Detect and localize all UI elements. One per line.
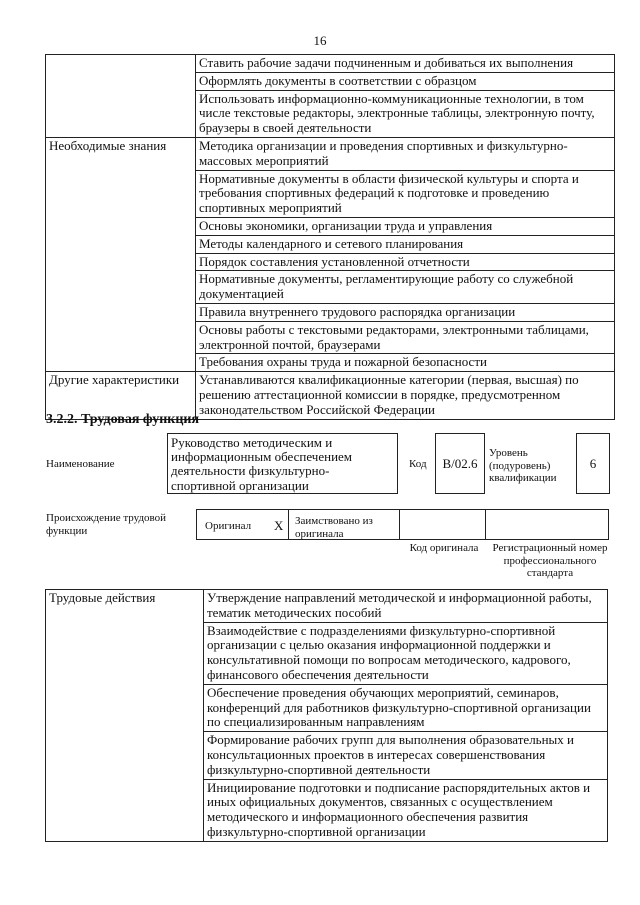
level-label: Уровень (подуровень) квалификации — [489, 447, 557, 484]
table-cell: Обеспечение проведения обучающих мероприятий, семинаров, конференций для работников физкультурно-спортивной организации по специализированным направлениям — [204, 684, 608, 731]
table-cell: Утверждение направлений методической и информационной работы, тематик методических пособий — [204, 590, 608, 623]
code-label: Код — [409, 458, 427, 470]
table-cell: Ставить рабочие задачи подчиненным и добиваться их выполнения — [196, 55, 615, 73]
table-cell: Методы календарного и сетевого планирования — [196, 235, 615, 253]
origin-label: Происхождение трудовой функции — [46, 512, 167, 537]
reg-number-cell — [485, 509, 609, 540]
page-number: 16 — [313, 33, 327, 48]
original-label: Оригинал — [205, 520, 252, 532]
table-cell: Оформлять документы в соответствии с образцом — [196, 72, 615, 90]
table-cell: Нормативные документы в области физической культуры и спорта и требования спортивных федераций к подготовке и проведению спортивных мероприятий — [196, 170, 615, 217]
table-cell: Требования охраны труда и пожарной безопасности — [196, 354, 615, 372]
skills-knowledge-table — [45, 54, 615, 420]
code-original-label: Код оригинала — [409, 542, 479, 554]
table-row — [46, 590, 608, 623]
name-label: Наименование — [46, 458, 115, 470]
table-cell: Взаимодействие с подразделениями физкультурно-спортивной организации с целью оказания информационной поддержки и консультативной помощи по вопросам методического, кадрового, финансового обеспечения деятельности — [204, 622, 608, 684]
table-row — [46, 55, 615, 73]
table-cell: Основы экономики, организации труда и управления — [196, 217, 615, 235]
reg-number-label: Регистрационный номер профессионального стандарта — [492, 542, 608, 579]
table-cell: Порядок составления установленной отчетности — [196, 253, 615, 271]
table-row — [46, 137, 615, 170]
table-cell: Основы работы с текстовыми редакторами, электронными таблицами, электронной почтой, браузерами — [196, 321, 615, 354]
table-cell: Правила внутреннего трудового распорядка организации — [196, 303, 615, 321]
table-cell: Методика организации и проведения спортивных и физкультурно-массовых мероприятий — [196, 137, 615, 170]
labor-actions-table — [45, 589, 608, 842]
table-cell: Устанавливаются квалификационные категории (первая, высшая) по решению аттестационной комиссии в порядке, предусмотренном законодательством Российской Федерации — [196, 372, 615, 419]
original-mark: X — [274, 518, 284, 533]
table-cell: Нормативные документы, регламентирующие работу со служебной документацией — [196, 271, 615, 304]
row-label-knowledge: Необходимые знания — [46, 137, 196, 371]
section-title: 3.2.2. Трудовая функция — [46, 412, 200, 427]
table-cell: Формирование рабочих групп для выполнения образовательных и консультационных проектов в интересах совершенствования физкультурно-спортивной деятельности — [204, 732, 608, 779]
code-original-cell — [399, 509, 486, 540]
table-cell: Использовать информационно-коммуникационные технологии, в том числе текстовые редакторы, электронные таблицы, электронную почту, браузеры в своей деятельности — [196, 90, 615, 137]
row-label — [46, 55, 196, 138]
row-label-actions: Трудовые действия — [46, 590, 204, 842]
origin-row — [197, 509, 611, 540]
row-label-other: Другие характеристики — [46, 372, 196, 419]
table-cell: Инициирование подготовки и подписание распорядительных актов и иных официальных документов, связанных с осуществлением методического и информационного обеспечения развития физкультурно-спортивной организации — [204, 779, 608, 841]
borrowed-cell — [288, 509, 400, 540]
original-cell — [196, 509, 289, 540]
borrowed-label: Заимствовано из оригинала — [295, 515, 373, 540]
level-value: 6 — [576, 433, 610, 494]
code-value: B/02.6 — [435, 433, 485, 494]
name-value: Руководство методическим и информационным обеспечением деятельности физкультурно-спортивной организации — [167, 433, 398, 494]
